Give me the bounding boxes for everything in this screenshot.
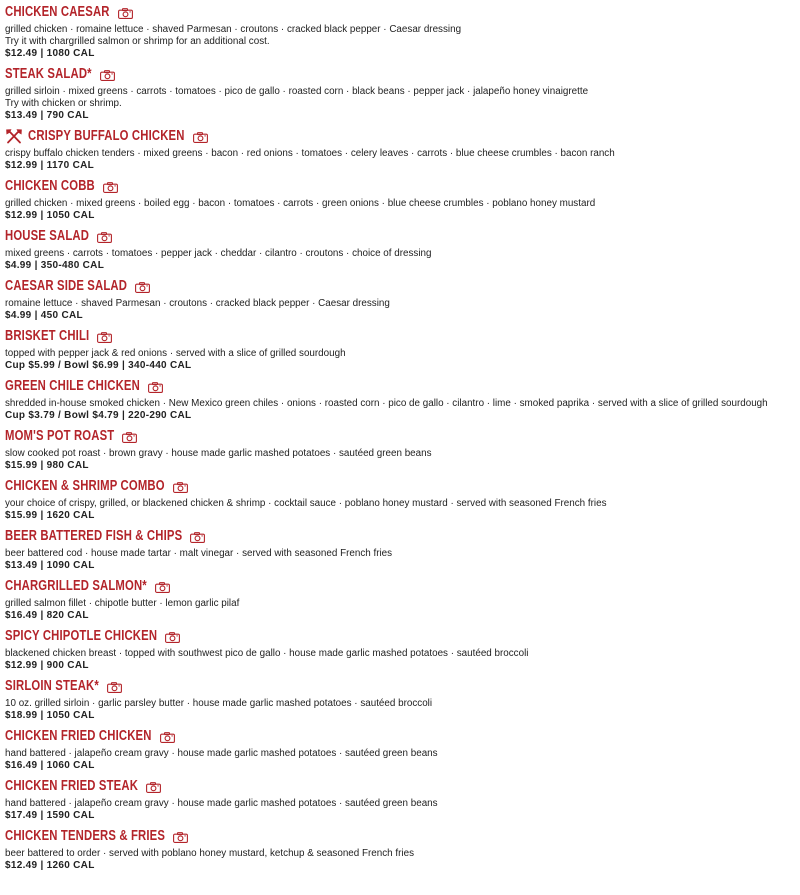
menu-item-price: $13.49 | 790 CAL — [5, 110, 89, 121]
menu-item-title[interactable]: CHICKEN FRIED STEAK — [5, 778, 139, 794]
menu-item-header — [5, 424, 800, 448]
menu-item-price: Cup $3.79 / Bowl $4.79 | 220-290 CAL — [5, 410, 192, 421]
camera-icon[interactable] — [160, 732, 175, 743]
menu-item — [5, 774, 800, 824]
menu-item-title[interactable]: CHICKEN TENDERS & FRIES — [5, 828, 166, 844]
menu-item-description: 10 oz. grilled sirloin · garlic parsley butter · house made garlic mashed potatoes · sautéed broccoli — [5, 698, 433, 709]
menu-item-header — [5, 674, 800, 698]
camera-icon[interactable] — [148, 382, 163, 393]
menu-item-description: grilled chicken · romaine lettuce · shaved Parmesan · croutons · cracked black pepper · Caesar dressing — [5, 24, 462, 35]
menu-item-description: hand battered · jalapeño cream gravy · house made garlic mashed potatoes · sautéed green beans — [5, 748, 438, 759]
camera-icon[interactable] — [165, 632, 180, 643]
menu-item — [5, 624, 800, 674]
menu-item-title[interactable]: CRISPY BUFFALO CHICKEN — [28, 128, 185, 144]
menu-list — [5, 0, 800, 874]
camera-icon[interactable] — [173, 832, 188, 843]
menu-item-description: romaine lettuce · shaved Parmesan · croutons · cracked black pepper · Caesar dressing — [5, 298, 390, 309]
menu-item-price: $15.99 | 1620 CAL — [5, 510, 95, 521]
menu-item-price: $16.49 | 1060 CAL — [5, 760, 95, 771]
menu-item-header — [5, 474, 800, 498]
menu-item-description: mixed greens · carrots · tomatoes · pepper jack · cheddar · cilantro · croutons · choice of dressing — [5, 248, 432, 259]
menu-item-header — [5, 62, 800, 86]
menu-item-title[interactable]: SPICY CHIPOTLE CHICKEN — [5, 628, 158, 644]
menu-item-title[interactable]: MOM'S POT ROAST — [5, 428, 115, 444]
menu-item-header — [5, 624, 800, 648]
menu-item-title[interactable]: STEAK SALAD* — [5, 66, 92, 82]
menu-item-price: $4.99 | 350-480 CAL — [5, 260, 105, 271]
menu-item-description: grilled salmon fillet · chipotle butter · lemon garlic pilaf — [5, 598, 240, 609]
menu-item — [5, 62, 800, 124]
menu-item — [5, 124, 800, 174]
menu-item-price: $12.99 | 1050 CAL — [5, 210, 95, 221]
menu-item-header — [5, 574, 800, 598]
camera-icon[interactable] — [122, 432, 137, 443]
menu-item-description: blackened chicken breast · topped with southwest pico de gallo · house made garlic mashed potatoes · sautéed broccoli — [5, 648, 529, 659]
camera-icon[interactable] — [173, 482, 188, 493]
menu-item — [5, 424, 800, 474]
menu-item-header — [5, 774, 800, 798]
menu-item — [5, 524, 800, 574]
menu-item-note: Try with chicken or shrimp. — [5, 98, 122, 109]
menu-item-price: $16.49 | 820 CAL — [5, 610, 89, 621]
menu-item-description: beer battered cod · house made tartar · malt vinegar · served with seasoned French fries — [5, 548, 393, 559]
menu-item-header — [5, 124, 800, 148]
menu-item-title[interactable]: CHICKEN CAESAR — [5, 4, 110, 20]
menu-item-price: $12.49 | 1080 CAL — [5, 48, 95, 59]
menu-item-price: $18.99 | 1050 CAL — [5, 710, 95, 721]
menu-item — [5, 724, 800, 774]
menu-item-description: topped with pepper jack & red onions · served with a slice of grilled sourdough — [5, 348, 346, 359]
menu-item-title[interactable]: CHICKEN & SHRIMP COMBO — [5, 478, 165, 494]
menu-item-price: $13.49 | 1090 CAL — [5, 560, 95, 571]
camera-icon[interactable] — [146, 782, 161, 793]
menu-item-title[interactable]: CHARGRILLED SALMON* — [5, 578, 147, 594]
menu-item — [5, 174, 800, 224]
menu-item-header — [5, 374, 800, 398]
crossed-axes-icon — [5, 128, 23, 144]
menu-item — [5, 0, 800, 62]
menu-item — [5, 474, 800, 524]
camera-icon[interactable] — [97, 332, 112, 343]
menu-item-header — [5, 0, 800, 24]
menu-item — [5, 274, 800, 324]
menu-item-header — [5, 274, 800, 298]
menu-item-description: grilled sirloin · mixed greens · carrots · tomatoes · pico de gallo · roasted corn · black beans · pepper jack · jalapeño honey vinaigrette — [5, 86, 589, 97]
menu-item-description: your choice of crispy, grilled, or blackened chicken & shrimp · cocktail sauce · poblano honey mustard · served with seasoned French fries — [5, 498, 607, 509]
camera-icon[interactable] — [103, 182, 118, 193]
menu-item — [5, 674, 800, 724]
menu-item-price: $12.99 | 1170 CAL — [5, 160, 95, 171]
menu-item — [5, 824, 800, 874]
menu-item-header — [5, 324, 800, 348]
camera-icon[interactable] — [135, 282, 150, 293]
menu-item-title[interactable]: CHICKEN COBB — [5, 178, 95, 194]
menu-item — [5, 574, 800, 624]
menu-item-price: $15.99 | 980 CAL — [5, 460, 89, 471]
menu-item-price: $4.99 | 450 CAL — [5, 310, 83, 321]
camera-icon[interactable] — [190, 532, 205, 543]
menu-item-header — [5, 724, 800, 748]
menu-item-description: shredded in-house smoked chicken · New Mexico green chiles · onions · roasted corn · pico de gallo · cilantro · lime · smoked paprika · served with a slice of grilled sourdough — [5, 398, 768, 409]
camera-icon[interactable] — [118, 8, 133, 19]
menu-item-price: $12.99 | 900 CAL — [5, 660, 89, 671]
menu-item-price: $17.49 | 1590 CAL — [5, 810, 95, 821]
menu-item-price: $12.49 | 1260 CAL — [5, 860, 95, 871]
menu-item-title[interactable]: BEER BATTERED FISH & CHIPS — [5, 528, 183, 544]
menu-item — [5, 324, 800, 374]
menu-item-title[interactable]: CHICKEN FRIED CHICKEN — [5, 728, 152, 744]
menu-item-price: Cup $5.99 / Bowl $6.99 | 340-440 CAL — [5, 360, 192, 371]
menu-item-header — [5, 824, 800, 848]
camera-icon[interactable] — [107, 682, 122, 693]
camera-icon[interactable] — [193, 132, 208, 143]
camera-icon[interactable] — [97, 232, 112, 243]
menu-item-header — [5, 524, 800, 548]
menu-item-header — [5, 224, 800, 248]
menu-item — [5, 374, 800, 424]
menu-item-description: beer battered to order · served with poblano honey mustard, ketchup & seasoned French fries — [5, 848, 415, 859]
menu-item-title[interactable]: SIRLOIN STEAK* — [5, 678, 99, 694]
menu-item-title[interactable]: HOUSE SALAD — [5, 228, 90, 244]
camera-icon[interactable] — [100, 70, 115, 81]
menu-item-title[interactable]: BRISKET CHILI — [5, 328, 90, 344]
menu-item-description: slow cooked pot roast · brown gravy · house made garlic mashed potatoes · sautéed green beans — [5, 448, 432, 459]
menu-item-description: grilled chicken · mixed greens · boiled egg · bacon · tomatoes · carrots · green onions · blue cheese crumbles · poblano honey mustard — [5, 198, 596, 209]
menu-item — [5, 224, 800, 274]
menu-item-description: crispy buffalo chicken tenders · mixed greens · bacon · red onions · tomatoes · celery leaves · carrots · blue cheese crumbles · bacon ranch — [5, 148, 615, 159]
menu-item-title[interactable]: CAESAR SIDE SALAD — [5, 278, 128, 294]
menu-item-header — [5, 174, 800, 198]
camera-icon[interactable] — [155, 582, 170, 593]
menu-item-title[interactable]: GREEN CHILE CHICKEN — [5, 378, 140, 394]
menu-item-note: Try it with chargrilled salmon or shrimp for an additional cost. — [5, 36, 270, 47]
menu-item-description: hand battered · jalapeño cream gravy · house made garlic mashed potatoes · sautéed green beans — [5, 798, 438, 809]
